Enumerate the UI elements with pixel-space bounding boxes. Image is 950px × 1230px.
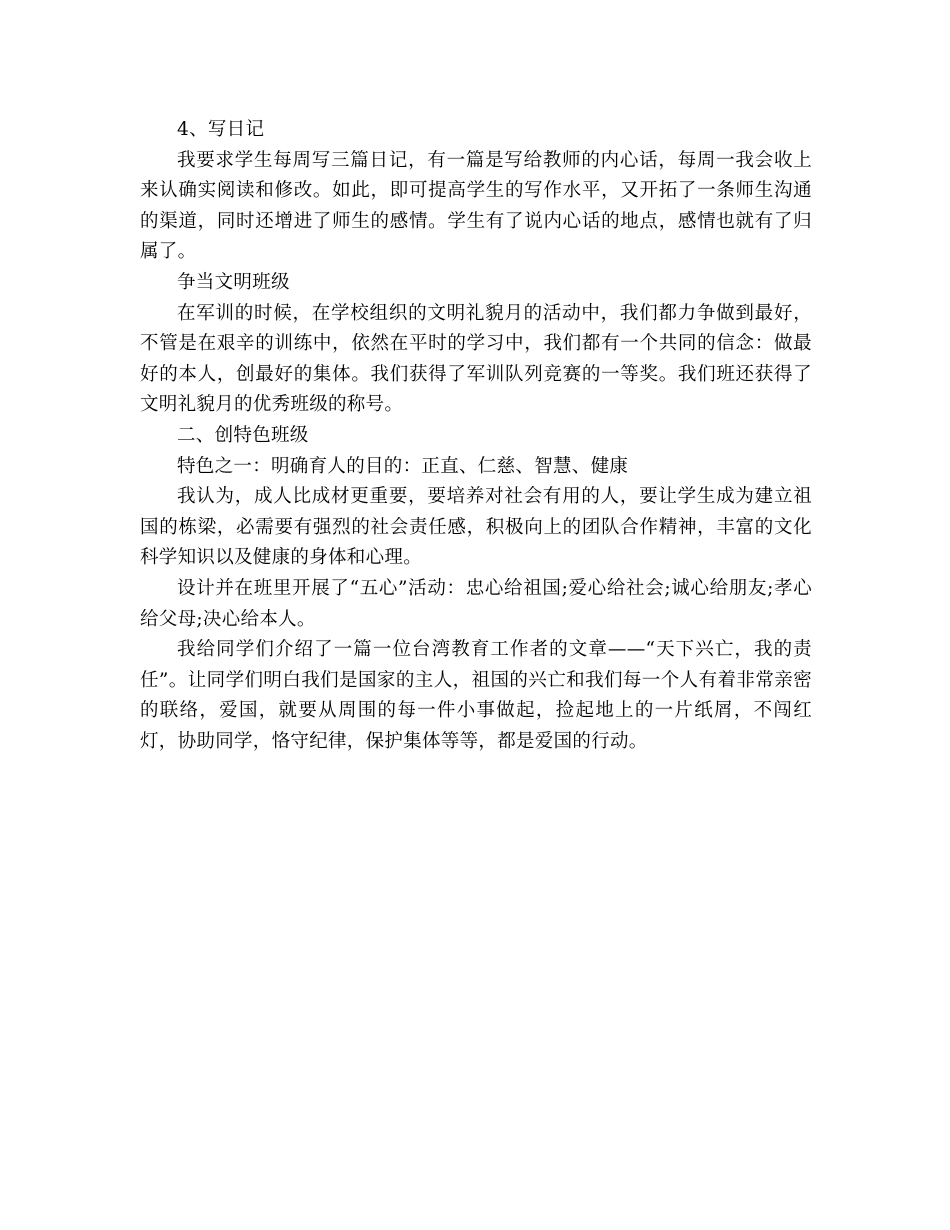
paragraph-patriotism: 我给同学们介绍了一篇一位台湾教育工作者的文章——“天下兴亡，我的责任”。让同学们明白我们是国家的主人，祖国的兴亡和我们每一个人有着非常亲密的联络，爱国，就要从周围的每一件小事做起，捡起地上的一片纸屑，不闯红灯，协助同学，恪守纪律，保护集体等等，都是爱国的行动。 (140, 639, 812, 752)
paragraph-character-education: 我认为，成人比成材更重要，要培养对社会有用的人，要让学生成为建立祖国的栋梁，必需要有强烈的社会责任感，积极向上的团队合作精神，丰富的文化科学知识以及健康的身体和心理。 (140, 486, 812, 569)
paragraph-diary: 我要求学生每周写三篇日记，有一篇是写给教师的内心话，每周一我会收上来认确实阅读和修改。如此，即可提高学生的写作水平，又开拓了一条师生沟通的渠道，同时还增进了师生的感情。学生有了说内心话的地点，感情也就有了归属了。 (140, 149, 812, 263)
document-body (140, 115, 812, 757)
subheading-feature-one: 特色之一：明确育人的目的：正直、仁慈、智慧、健康 (177, 455, 629, 477)
paragraph-military-training: 在军训的时候，在学校组织的文明礼貌月的活动中，我们都力争做到最好，不管是在艰辛的训练中，依然在平时的学习中，我们都有一个共同的信念：做最好的本人，创最好的集体。我们获得了军训队列竞赛的一等奖。我们班还获得了文明礼貌月的优秀班级的称号。 (140, 302, 812, 416)
paragraph-five-hearts: 设计并在班里开展了“五心”活动：忠心给祖国;爱心给社会;诚心给朋友;孝心给父母;决心给本人。 (140, 577, 812, 630)
section-heading-featured-class: 二、创特色班级 (177, 424, 309, 446)
section-heading-civilized-class: 争当文明班级 (177, 271, 290, 293)
section-heading-diary: 4、写日记 (177, 119, 265, 140)
